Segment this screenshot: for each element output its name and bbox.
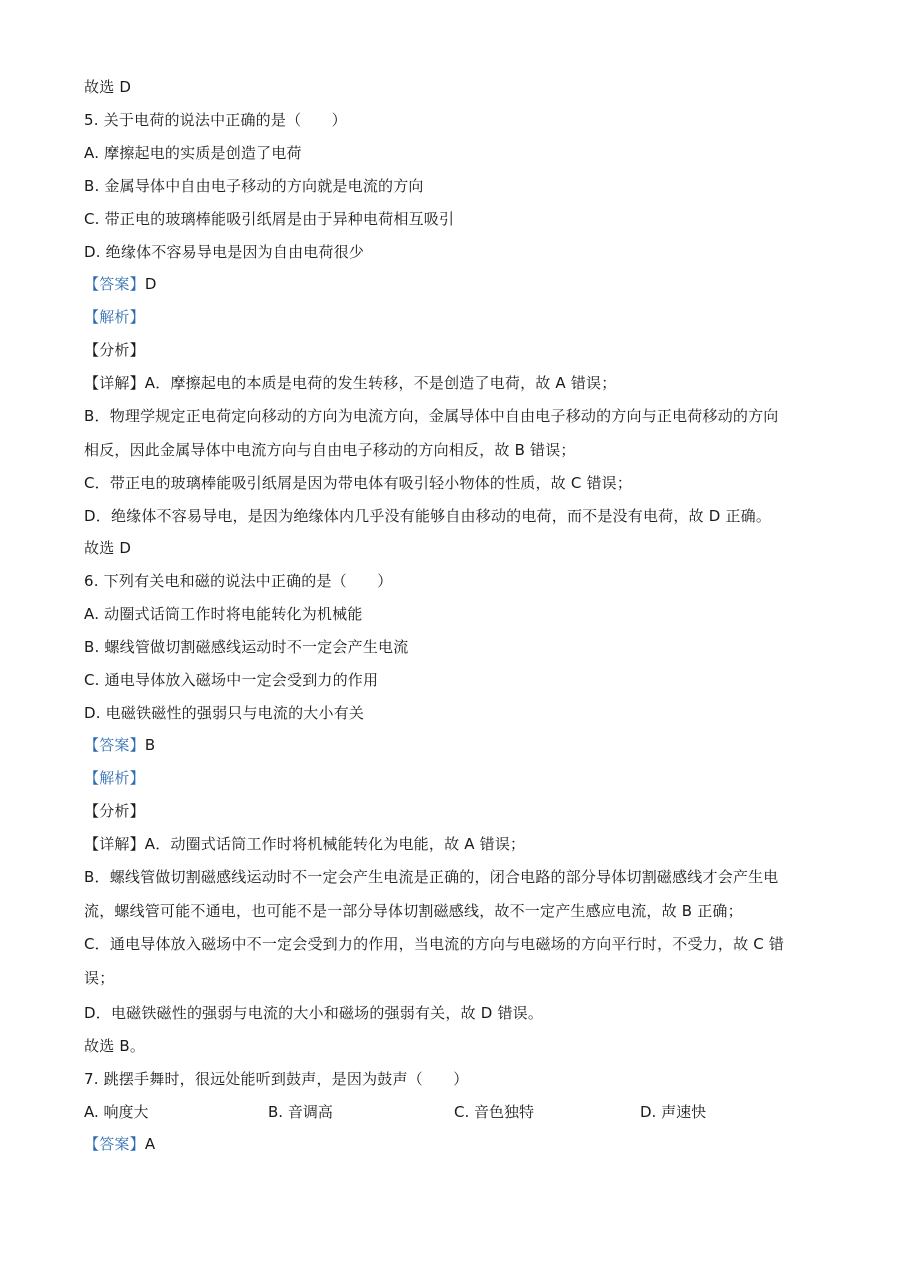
q5-option-c: C. 带正电的玻璃棒能吸引纸屑是由于异种电荷相互吸引 xyxy=(84,210,455,228)
q7-option-a: A. 响度大 xyxy=(84,1103,149,1121)
q6-detail-line: 误； xyxy=(84,969,115,987)
q5-option-a: A. 摩擦起电的实质是创造了电荷 xyxy=(84,144,302,162)
q5-detail-line: 【详解】A．摩擦起电的本质是电荷的发生转移，不是创造了电荷，故 A 错误； xyxy=(84,374,617,392)
q6-answer xyxy=(84,735,155,755)
q5-option-b: B. 金属导体中自由电子移动的方向就是电流的方向 xyxy=(84,177,424,195)
q5-answer-value: D xyxy=(144,275,157,293)
q6-option-d: D. 电磁铁磁性的强弱只与电流的大小有关 xyxy=(84,704,365,722)
q6-detail-line: D．电磁铁磁性的强弱与电流的大小和磁场的强弱有关，故 D 错误。 xyxy=(84,1004,544,1022)
q5-detail-line: D．绝缘体不容易导电，是因为绝缘体内几乎没有能够自由移动的电荷，而不是没有电荷，故 D 正确。 xyxy=(84,507,772,525)
q7-option-b: B. 音调高 xyxy=(268,1103,333,1121)
q6-detail-line: C．通电导体放入磁场中不一定会受到力的作用，当电流的方向与电磁场的方向平行时，不受力，故 C 错 xyxy=(84,935,785,953)
q6-answer-label: 【答案】 xyxy=(84,736,145,754)
q5-detail-line: B．物理学规定正电荷定向移动的方向为电流方向，金属导体中自由电子移动的方向与正电荷移动的方向 xyxy=(84,407,779,425)
q5-detail-line: 相反，因此金属导体中电流方向与自由电子移动的方向相反，故 B 错误； xyxy=(84,441,576,459)
q6-detail-line: 【详解】A．动圈式话筒工作时将机械能转化为电能，故 A 错误； xyxy=(84,835,526,853)
q5-answer-label: 【答案】 xyxy=(84,275,145,293)
q6-answer-value: B xyxy=(144,736,156,754)
q6-fenxi-label: 【分析】 xyxy=(84,802,145,820)
q5-conclusion: 故选 D xyxy=(84,539,132,557)
q5-option-d: D. 绝缘体不容易导电是因为自由电荷很少 xyxy=(84,243,365,261)
q5-question: 5. 关于电荷的说法中正确的是（ ） xyxy=(84,111,347,129)
q6-detail-line: B．螺线管做切割磁感线运动时不一定会产生电流是正确的，闭合电路的部分导体切割磁感线才会产生电 xyxy=(84,868,779,886)
q6-option-b: B. 螺线管做切割磁感线运动时不一定会产生电流 xyxy=(84,638,409,656)
q5-answer xyxy=(84,274,157,294)
q7-answer-value: A xyxy=(144,1135,156,1153)
q5-detail-line: C．带正电的玻璃棒能吸引纸屑是因为带电体有吸引轻小物体的性质，故 C 错误； xyxy=(84,474,633,492)
q6-conclusion: 故选 B。 xyxy=(84,1037,146,1055)
q6-option-c: C. 通电导体放入磁场中一定会受到力的作用 xyxy=(84,671,379,689)
q7-option-c: C. 音色独特 xyxy=(454,1103,535,1121)
q6-analysis-label: 【解析】 xyxy=(84,769,145,787)
q5-fenxi-label: 【分析】 xyxy=(84,341,145,359)
q6-option-a: A. 动圈式话筒工作时将电能转化为机械能 xyxy=(84,605,363,623)
q6-question: 6. 下列有关电和磁的说法中正确的是（ ） xyxy=(84,572,393,590)
q7-answer xyxy=(84,1134,155,1154)
q5-analysis-label: 【解析】 xyxy=(84,308,145,326)
q4-conclusion: 故选 D xyxy=(84,78,132,96)
q7-question: 7. 跳摆手舞时，很远处能听到鼓声，是因为鼓声（ ） xyxy=(84,1070,469,1088)
q7-option-d: D. 声速快 xyxy=(640,1103,707,1121)
q6-detail-line: 流，螺线管可能不通电，也可能不是一部分导体切割磁感线，故不一定产生感应电流，故 B 正确； xyxy=(84,902,743,920)
q7-answer-label: 【答案】 xyxy=(84,1135,145,1153)
